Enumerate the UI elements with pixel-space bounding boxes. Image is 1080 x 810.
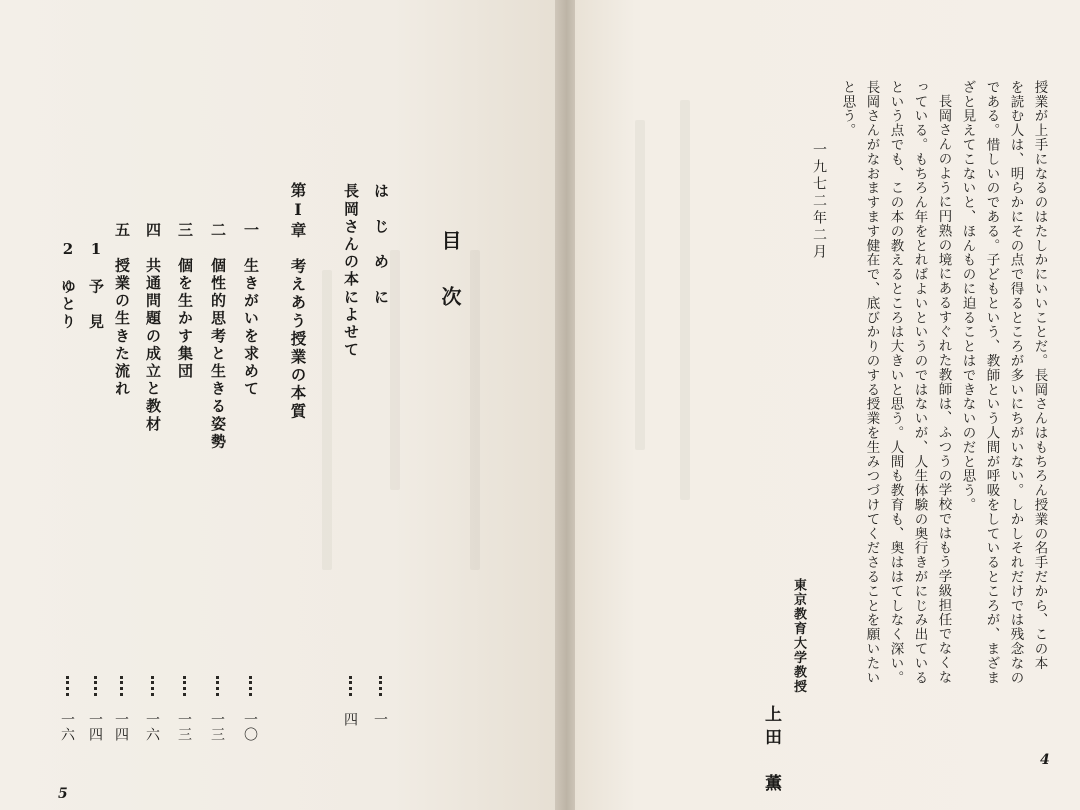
toc-page-number: 一四 (87, 712, 103, 742)
body-text-column: 長岡さんのように円熟の境にあるすぐれた教師は、ふつうの学校ではもう学級担任でなくな (935, 94, 952, 685)
toc-section-5[interactable]: 五 授業の生きた流れ (113, 222, 131, 398)
toc-leader-dots (349, 676, 356, 696)
toc-section-4[interactable]: 四 共通問題の成立と教材 (144, 222, 162, 434)
toc-page-number: 一六 (144, 712, 160, 742)
body-text-column: 長岡さんがなおますます健在で、底びかりのする授業を生みつづけてくださることを願いたい (863, 80, 880, 685)
body-text-column: っている。もちろん年をとればよいというのではないが、人生体験の奥行きがにじみ出ている (911, 80, 928, 685)
body-text-column: 授業が上手になるのはたしかにいいことだ。長岡さんはもちろん授業の名手だから、この本 (1031, 80, 1048, 671)
toc-page-number: 一三 (176, 712, 192, 742)
toc-leader-dots (216, 676, 223, 696)
foreword-date: 一九七二年二月 (811, 142, 827, 261)
toc-section-2[interactable]: 二 個性的思考と生きる姿勢 (209, 222, 227, 451)
body-text-column: ざと見えてこないと、ほんものに迫ることはできないのだと思う。 (959, 80, 976, 512)
toc-leader-dots (151, 676, 158, 696)
toc-section-3[interactable]: 三 個を生かす集団 (176, 222, 194, 381)
toc-subsection-1[interactable]: 1 予 見 (87, 240, 105, 331)
toc-title: 目 次 (438, 230, 462, 314)
toc-page-number: 一〇 (242, 712, 258, 742)
toc-entry-hajimeni[interactable]: は じ め に (372, 183, 390, 307)
toc-leader-dots (379, 676, 386, 696)
toc-leader-dots (66, 676, 73, 696)
toc-page-number: 一六 (59, 712, 75, 742)
body-text-column: を読む人は、明らかにその点で得るところが多いにちがいない。しかしそれだけでは残念なの (1007, 80, 1024, 685)
toc-leader-dots (120, 676, 127, 696)
page-number-right: 4 (1040, 752, 1050, 768)
toc-chapter-1[interactable]: 第Ⅰ章 考えあう授業の本質 (288, 182, 308, 421)
toc-page-number: 一四 (113, 712, 129, 742)
toc-page-number: 一 (372, 712, 388, 727)
toc-page-number: 四 (342, 712, 358, 727)
toc-section-1[interactable]: 一 生きがいを求めて (242, 222, 260, 398)
show-through-shadow (680, 100, 690, 500)
right-page-foreword (575, 0, 1080, 810)
toc-leader-dots (94, 676, 101, 696)
page-number-left: 5 (58, 786, 68, 802)
show-through-shadow (322, 270, 332, 570)
body-text-column: と思う。 (839, 80, 856, 138)
body-text-column: という点でも、この本の教えるところは大きいと思う。人間も教育も、奥ははてしなく深い。 (887, 80, 904, 685)
author-affiliation: 東京教育大学教授 (791, 578, 806, 694)
toc-page-number: 一三 (209, 712, 225, 742)
toc-entry-foreword[interactable]: 長岡さんの本によせて (342, 183, 360, 359)
body-text-column: である。惜しいのである。子どもという、教師という人間が呼吸をしているところが、まざま (983, 80, 1000, 685)
show-through-shadow (470, 250, 480, 570)
toc-subsection-2[interactable]: 2 ゆとり (59, 240, 77, 331)
show-through-shadow (635, 120, 645, 450)
show-through-shadow (390, 250, 400, 490)
toc-leader-dots (249, 676, 256, 696)
toc-leader-dots (183, 676, 190, 696)
author-name: 上田 薫 (761, 705, 781, 797)
